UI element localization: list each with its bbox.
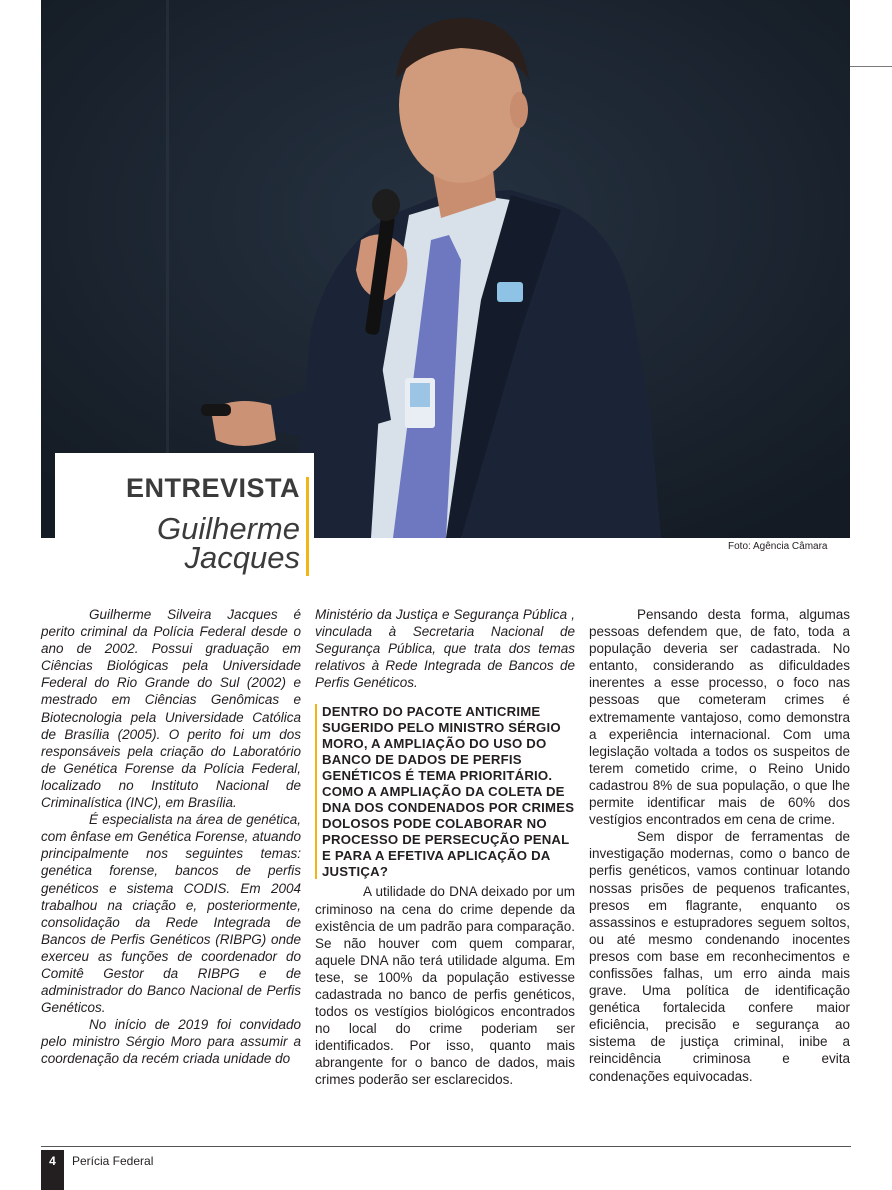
title-accent-bar bbox=[306, 477, 309, 576]
interviewee-name-last: Jacques bbox=[184, 540, 300, 575]
column-1 bbox=[41, 606, 301, 1068]
page-number: 4 bbox=[41, 1150, 64, 1190]
photo-credit: Foto: Agência Câmara bbox=[728, 541, 828, 552]
title-box bbox=[55, 453, 314, 576]
interview-question: DENTRO DO PACOTE ANTICRIME SUGERIDO PELO MINISTRO SÉRGIO MORO, A AMPLIAÇÃO DO USO DO BANCO DE DADOS DE PERFIS GENÉTICOS É TEMA PRIORITÁRIO. COMO A AMPLIAÇÃO DA COLETA DE DNA DOS CONDENADOS POR CRIMES DOLOSOS PODE COLABORAR NO PROCESSO DE PERSECUÇÃO PENAL E PARA A EFETIVA APLICAÇÃO DA JUSTIÇA? bbox=[315, 704, 575, 879]
bio-paragraph-3: No início de 2019 foi convidado pelo ministro Sérgio Moro para assumir a coordenação da recém criada unidade do bbox=[41, 1017, 301, 1067]
answer-paragraph-1: A utilidade do DNA deixado por um criminoso na cena do crime depende da existência de um padrão para comparação. Se não houver com quem comparar, aquele DNA não terá utilidade alguma. Em tese, se 100% da população estivesse cadastrada no banco de perfis genéticos, todos os vestígios biológicos encontrados no local do crime poderiam ser identificados. Por isso, quanto mais abrangente for o banco de dados, mais crimes poderão ser esclarecidos. bbox=[315, 884, 575, 1088]
column-3 bbox=[589, 606, 850, 1085]
magazine-name: Perícia Federal bbox=[72, 1154, 154, 1168]
section-kicker: ENTREVISTA bbox=[125, 473, 300, 503]
answer-paragraph-2: Pensando desta forma, algumas pessoas defendem que, de fato, toda a população deveria ser cadastrada. No entanto, considerando as dificuldades inerentes a esse processo, o foco nas pessoas que cometeram crimes é extremamente vantajoso, como demonstra a experiência internacional. Com uma legislação voltada a todos os suspeitos de terem cometido crime, o Reino Unido cadastrou 8% de sua população, o que lhe permite identificar mais de 60% dos vestígios encontrados em cena de crime. bbox=[589, 607, 850, 828]
bio-continuation: Ministério da Justiça e Segurança Pública , vinculada à Secretaria Nacional de Segurança Pública, que trata dos temas relativos à Rede Integrada de Bancos de Perfis Genéticos. bbox=[315, 607, 575, 691]
column-2 bbox=[315, 606, 575, 1089]
footer-rule bbox=[41, 1146, 851, 1147]
top-rule bbox=[850, 66, 892, 67]
answer-paragraph-3: Sem dispor de ferramentas de investigação modernas, como o banco de perfis genéticos, vamos continuar lotando nossas prisões de pequenos traficantes, presos em flagrante, enquanto os assassinos e estupradores seguem soltos, ou até mesmo condenando inocentes presos com base em reconhecimentos e confissões falhas, um erro ainda mais grave. Uma política de identificação genética fortalecida confere maior eficiência, precisão e segurança ao sistema de justiça criminal, inibe a reincidência criminosa e evita condenações equivocadas. bbox=[589, 829, 850, 1084]
bio-paragraph-2: É especialista na área de genética, com ênfase em Genética Forense, atuando principalmente nos seguintes temas: genética forense, bancos de perfis genéticos e sistema CODIS. Em 2004 trabalhou na criação e, posteriormente, consolidação da Rede Integrada de Bancos de Perfis Genéticos (RIBPG) onde exerceu as funções de coordenador do Comitê Gestor da RIBPG e de administrador do Banco Nacional de Perfis Genéticos. bbox=[41, 812, 301, 1016]
bio-paragraph-1: Guilherme Silveira Jacques é perito criminal da Polícia Federal desde o ano de 2002. Possui graduação em Ciências Biológicas pela Universidade Federal do Rio Grande do Sul (2002) e mestrado em Ciências Genômicas e Biotecnologia pela Universidade Católica de Brasília (2005). O perito foi um dos responsáveis pela criação do Laboratório de Genética Forense da Polícia Federal, localizado no Instituto Nacional de Criminalística (INC), em Brasília. bbox=[41, 607, 301, 811]
interviewee-name-first: Guilherme bbox=[157, 511, 300, 546]
